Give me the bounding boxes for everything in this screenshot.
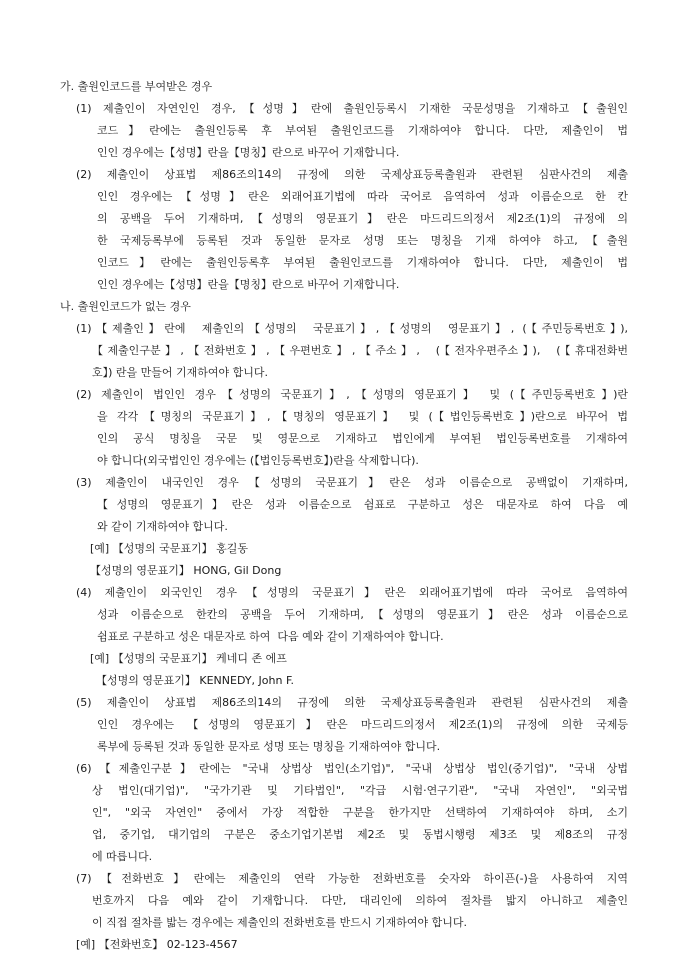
paragraph-line: 인인 경우에는【성명】란을【명칭】란으로 바꾸어 기재합니다. — [97, 146, 400, 159]
paragraph-line: (3) 제출인이 내국인인 경우【성명의 국문표기】란은 성과 이름순으로 공백없이 기재하며, — [76, 476, 628, 489]
paragraph-line: (6)【제출인구분】란에는 "국내 상법상 법인(소기업)", "국내 상법상 법인(중기업)", "국내 상법 — [76, 762, 628, 775]
paragraph-line: (1) 제출인이 자연인인 경우,【성명】란에 출원인등록시 기재한 국문성명을 기재하고【출원인 — [76, 102, 628, 115]
paragraph-line: 의 공백을 두어 기재하며,【성명의 영문표기】란은 마드리드의정서 제2조(1)의 규정에 의 — [97, 212, 628, 225]
paragraph-line: 인의 공식 명칭을 국문 및 영문으로 기재하고 법인에게 부여된 법인등록번호를 기재하여 — [97, 432, 628, 445]
paragraph-line: 업, 중기업, 대기업의 구분은 중소기업기본법 제2조 및 동법시행령 제3조 및 제8조의 규정 — [92, 828, 628, 841]
paragraph-line: 와 같이 기재하여야 합니다. — [97, 520, 228, 533]
paragraph-line: 성과 이름순으로 한칸의 공백을 두어 기재하며,【성명의 영문표기】란은 성과 이름순으로 — [97, 608, 628, 621]
section-heading-na: 나. 출원인코드가 없는 경우 — [60, 300, 191, 313]
paragraph-line: 인인 경우에는 【성명의 영문표기】란은 마드리드의정서 제2조(1)의 규정에 의한 국제등 — [97, 718, 628, 731]
paragraph-line: 인코드】란에는 출원인등록후 부여된 출원인코드를 기재하여야 합니다. 다만, 제출인이 법 — [97, 256, 628, 269]
paragraph-line: (7)【전화번호】란에는 제출인의 연락 가능한 전화번호를 숫자와 하이픈(-)을 사용하여 지역 — [76, 872, 628, 885]
example-line: [예] 【전화번호】 02-123-4567 — [76, 938, 238, 951]
paragraph-line: (2) 제출인이 상표법 제86조의14의 규정에 의한 국제상표등록출원과 관련된 심판사건의 제출 — [76, 168, 628, 181]
paragraph-line: 쉼표로 구분하고 성은 대문자로 하여 다음 예와 같이 기재하여야 합니다. — [97, 630, 444, 643]
paragraph-line: 인인 경우에는【성명】란은 외래어표기법에 따라 국어로 음역하여 성과 이름순으로 한 칸 — [97, 190, 628, 203]
example-line: [예] 【성명의 국문표기】 케네디 존 에프 — [90, 652, 287, 665]
paragraph-line: 인", "외국 자연인" 중에서 가장 적합한 구분을 한가지만 선택하여 기재하여야 하며, 소기 — [92, 806, 628, 819]
paragraph-line: (4) 제출인이 외국인인 경우【성명의 국문표기】란은 외래어표기법에 따라 국어로 음역하여 — [76, 586, 628, 599]
example-line: 【성명의 영문표기】 HONG, Gil Dong — [90, 564, 282, 577]
example-line: 【성명의 영문표기】 KENNEDY, John F. — [96, 674, 294, 687]
paragraph-line: 【제출인구분】,【전화번호】,【우편번호】,【주소】, (【전자우편주소】), (【휴대전화번 — [92, 344, 628, 357]
paragraph-line: 호】) 란을 만들어 기재하여야 합니다. — [92, 366, 269, 379]
paragraph-line: (5) 제출인이 상표법 제86조의14의 규정에 의한 국제상표등록출원과 관련된 심판사건의 제출 — [76, 696, 628, 709]
paragraph-line: 야 합니다(외국법인인 경우에는 (【법인등록번호】)란을 삭제합니다). — [97, 454, 419, 467]
paragraph-line: 록부에 등록된 것과 동일한 문자로 성명 또는 명칭을 기재하여야 합니다. — [97, 740, 441, 753]
paragraph-line: 이 직접 절차를 밟는 경우에는 제출인의 전화번호를 반드시 기재하여야 합니다. — [92, 916, 467, 929]
paragraph-line: 에 따릅니다. — [92, 850, 153, 863]
paragraph-line: 번호까지 다음 예와 같이 기재합니다. 다만, 대리인에 의하여 절차를 밟지 아니하고 제출인 — [92, 894, 628, 907]
section-heading-ga: 가. 출원인코드를 부여받은 경우 — [60, 80, 213, 93]
paragraph-line: 인인 경우에는【성명】란을【명칭】란으로 바꾸어 기재합니다. — [97, 278, 400, 291]
paragraph-line: (1)【제출인】란에 제출인의【성명의 국문표기】,【성명의 영문표기】, (【주민등록번호】), — [76, 322, 628, 335]
paragraph-line: 한 국제등록부에 등록된 것과 동일한 문자로 성명 또는 명칭을 기재 하여야 하고,【출원 — [97, 234, 628, 247]
example-line: [예] 【성명의 국문표기】 홍길동 — [90, 542, 248, 555]
paragraph-line: 코드】란에는 출원인등록 후 부여된 출원인코드를 기재하여야 합니다. 다만, 제출인이 법 — [97, 124, 628, 137]
paragraph-line: 상 법인(대기업)", "국가기관 및 기타법인", "각급 시험·연구기관", "국내 자연인", "외국법 — [92, 784, 628, 797]
paragraph-line: (2) 제출인이 법인인 경우【성명의 국문표기】,【성명의 영문표기】 및 (【주민등록번호】)란 — [76, 388, 628, 401]
paragraph-line: 을 각각【명칭의 국문표기】,【명칭의 영문표기】 및 (【법인등록번호】)란으로 바꾸어 법 — [97, 410, 628, 423]
paragraph-line: 【성명의 영문표기】란은 성과 이름순으로 쉼표로 구분하고 성은 대문자로 하여 다음 예 — [97, 498, 628, 511]
